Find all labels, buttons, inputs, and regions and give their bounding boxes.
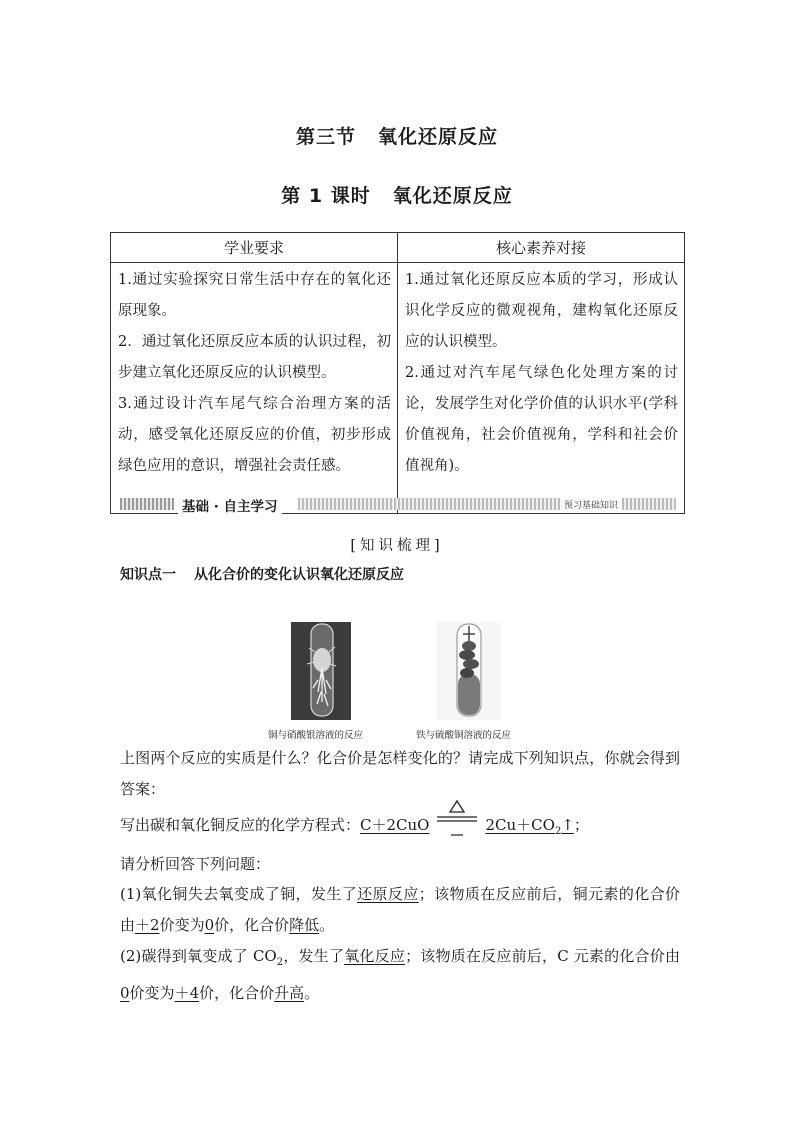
equation-answer [360,816,574,837]
requirements-table [110,232,685,514]
equation-subscript: 2 [554,826,562,837]
section-banner [120,496,682,515]
list-item: 1.通过实验探究日常生活中存在的氧化还原现象。 [118,272,391,319]
core-literacy-cell [398,263,685,514]
lesson-number: 第 1 课时 [281,185,371,207]
q1-text: 价变为 [159,916,205,934]
equation-end: ； [573,816,589,834]
knowledge-point-label: 知识点一 [120,567,176,583]
academic-requirements-cell [111,263,398,514]
q1-text: 。 [319,916,335,934]
lesson-title [0,181,794,208]
section-name: 氧化还原反应 [378,126,499,148]
photo-caption: 铁与硫酸铜溶液的反应 [416,730,512,741]
q2-answer-reaction: 氧化反应 [344,947,406,965]
header-academic-requirements: 学业要求 [111,233,398,263]
photo-caption: 铜与硝酸银溶液的反应 [268,730,364,741]
q2-text: ，发生了 [283,947,345,965]
list-item: 2．通过氧化还原反应本质的认识过程，初步建立氧化还原反应的认识模型。 [118,334,391,381]
list-item: 2.通过对汽车尾气绿色化处理方案的讨论，发展学生对化学价值的认识水平(学科价值视角，社会价值视角，学科和社会价值视角)。 [405,365,678,474]
equation-reactants: C＋2CuO [360,816,430,834]
intro-paragraph: 上图两个反应的实质是什么？化合价是怎样变化的？请完成下列知识点，你就会得到答案： [120,749,680,798]
knowledge-point-text: 从化合价的变化认识氧化还原反应 [194,567,404,583]
q1-text: ；该物质在反应前后，铜元素的化合价由 [120,885,680,934]
question-2 [120,941,680,1009]
question-1 [120,879,680,941]
q2-text: ；该物质在反应前后，C 元素的化合价由 [405,947,680,965]
section-number: 第三节 [295,126,356,148]
q2-text: 。 [304,984,320,1002]
list-item: 3.通过设计汽车尾气综合治理方案的活动，感受氧化还原反应的价值，初步形成绿色应用的意识，增强社会责任感。 [118,396,391,474]
section-title [0,122,794,149]
lesson-name: 氧化还原反应 [392,185,513,207]
q1-answer-change: 降低 [289,916,320,934]
knowledge-point-heading [120,564,404,584]
q2-answer-initial-valence: 0 [120,984,130,1002]
q1-text: (1)氧化铜失去氧变成了铜，发生了 [120,885,358,903]
q2-answer-final-valence: ＋4 [174,984,200,1002]
q2-text: 价变为 [129,984,175,1002]
equation-prefix: 写出碳和氧化铜反应的化学方程式： [120,816,361,834]
q2-answer-change: 升高 [274,984,305,1002]
header-core-literacy: 核心素养对接 [398,233,685,263]
q1-answer-reaction: 还原反应 [357,885,419,903]
q1-text: 价，化合价 [214,916,290,934]
copper-silver-nitrate-photo [291,622,351,720]
chemical-equation-line [120,813,589,839]
knowledge-summary-heading: [知识梳理] [350,538,444,554]
q2-text: 价，化合价 [199,984,275,1002]
table-row [111,263,685,514]
table-header-row [111,233,685,263]
list-item: 1.通过氧化还原反应本质的学习，形成认识化学反应的微观视角，建构氧化还原反应的认识模型。 [405,272,678,350]
q1-answer-final-valence: 0 [204,916,215,934]
q2-subscript: 2 [276,957,284,968]
banner-stripe [120,498,174,510]
gas-arrow: ↑ [561,816,574,834]
question-prompt: 请分析回答下列问题： [120,855,271,873]
banner-title: 基础 · 自主学习 [178,495,282,515]
iron-copper-sulfate-photo [437,622,501,720]
equation-products: 2Cu＋CO [485,816,555,834]
q1-answer-initial-valence: ＋2 [135,916,160,934]
q2-text: (2)碳得到氧变成了 CO [120,947,277,965]
heat-condition-icon [435,799,479,839]
banner-note: 预习基础知识 [560,498,622,511]
